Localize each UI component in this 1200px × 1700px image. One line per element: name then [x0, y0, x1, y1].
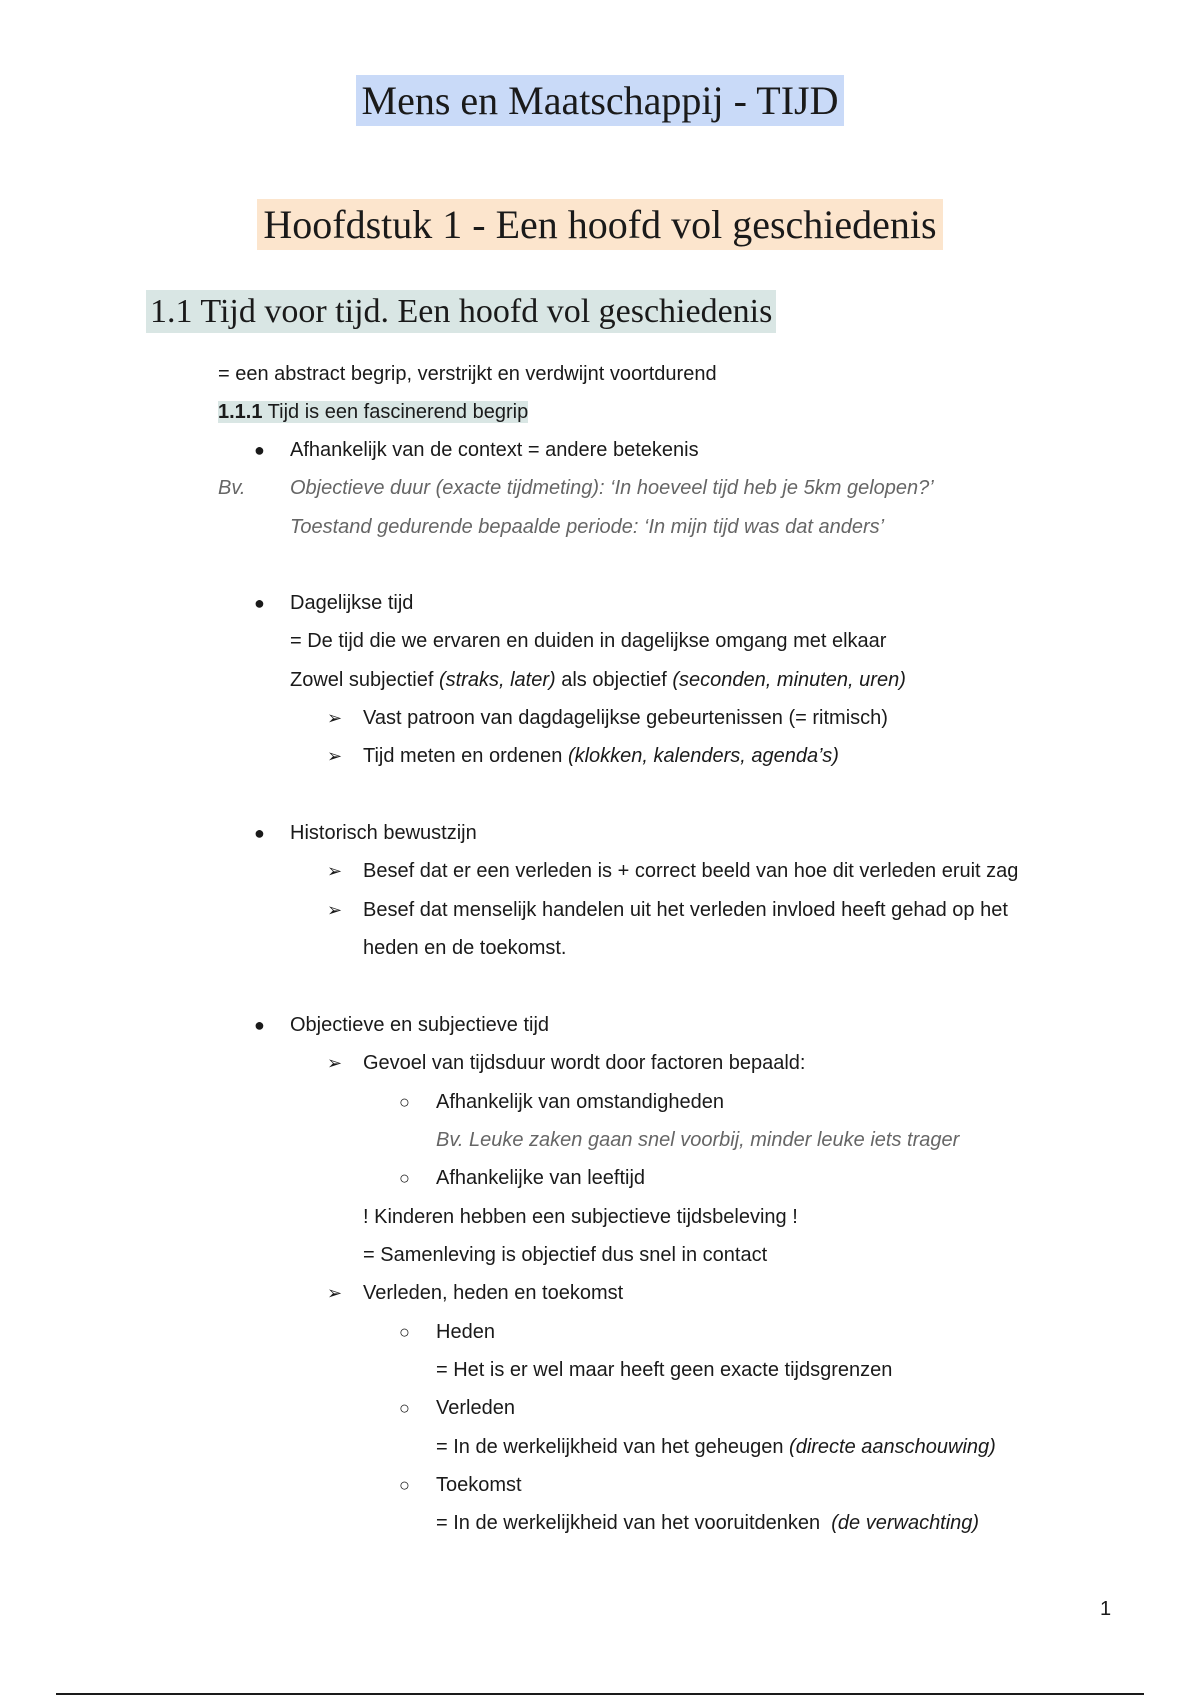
bullet-icon: ● [254, 593, 265, 613]
circle-item-future: Toekomst [436, 1474, 522, 1496]
section-heading: 1.1 Tijd voor tijd. Een hoofd vol geschiedenis [146, 287, 776, 337]
bullet-icon: ● [254, 1015, 265, 1035]
page-number: 1 [1100, 1598, 1112, 1620]
definition-line: = een abstract begrip, verstrijkt en verdwijnt voortdurend [218, 363, 717, 385]
daily-time-definition: = De tijd die we ervaren en duiden in dagelijkse omgang met elkaar [290, 630, 887, 652]
arrow-icon: ➢ [327, 746, 343, 766]
circle-icon: ○ [399, 1398, 410, 1418]
footer-divider [56, 1693, 1144, 1695]
bullet-icon: ● [254, 440, 265, 460]
arrow-icon: ➢ [327, 861, 343, 881]
note-children: ! Kinderen hebben een subjectieve tijdsbeleving ! [363, 1206, 798, 1228]
circle-item-age: Afhankelijke van leeftijd [436, 1167, 646, 1189]
circle-icon: ○ [399, 1322, 410, 1342]
example-state: Toestand gedurende bepaalde periode: ‘In mijn tijd was dat anders’ [290, 516, 885, 538]
document-title: Mens en Maatschappij - TIJD [0, 72, 1200, 130]
future-definition: = In de werkelijkheid van het vooruitdenken (de verwachting) [436, 1512, 980, 1534]
arrow-icon: ➢ [327, 1283, 343, 1303]
circle-item-circumstances: Afhankelijk van omstandigheden [436, 1091, 724, 1113]
circumstances-example: Bv. Leuke zaken gaan snel voorbij, minder leuke iets trager [436, 1129, 960, 1151]
arrow-icon: ➢ [327, 900, 343, 920]
arrow-icon: ➢ [327, 708, 343, 728]
arrow-item-tenses: Verleden, heden en toekomst [363, 1282, 624, 1304]
bullet-daily-time: Dagelijkse tijd [290, 592, 414, 614]
bullet-context: Afhankelijk van de context = andere betekenis [290, 439, 699, 461]
circle-icon: ○ [399, 1092, 410, 1112]
arrow-icon: ➢ [327, 1053, 343, 1073]
example-objective: Objectieve duur (exacte tijdmeting): ‘In hoeveel tijd heb je 5km gelopen?’ [290, 477, 934, 499]
circle-icon: ○ [399, 1168, 410, 1188]
note-society: = Samenleving is objectief dus snel in contact [363, 1244, 768, 1266]
present-definition: = Het is er wel maar heeft geen exacte tijdsgrenzen [436, 1359, 893, 1381]
circle-item-past: Verleden [436, 1397, 515, 1419]
circle-item-present: Heden [436, 1321, 495, 1343]
arrow-item-feeling: Gevoel van tijdsduur wordt door factoren bepaald: [363, 1052, 806, 1074]
arrow-item-pattern: Vast patroon van dagdagelijkse gebeurtenissen (= ritmisch) [363, 707, 888, 729]
arrow-item-measure: Tijd meten en ordenen (klokken, kalenders, agenda’s) [363, 745, 839, 767]
bullet-icon: ● [254, 823, 265, 843]
arrow-item-past: Besef dat er een verleden is + correct beeld van hoe dit verleden eruit zag [363, 860, 1019, 882]
bullet-objective-subjective: Objectieve en subjectieve tijd [290, 1014, 550, 1036]
arrow-item-influence-cont: heden en de toekomst. [363, 937, 567, 959]
past-definition: = In de werkelijkheid van het geheugen (directe aanschouwing) [436, 1436, 996, 1458]
bullet-historical: Historisch bewustzijn [290, 822, 477, 844]
chapter-heading: Hoofdstuk 1 - Een hoofd vol geschiedenis [0, 196, 1200, 254]
arrow-item-influence: Besef dat menselijk handelen uit het verleden invloed heeft gehad op het [363, 899, 1008, 921]
subsection-heading: 1.1.1 Tijd is een fascinerend begrip [218, 401, 529, 423]
circle-icon: ○ [399, 1475, 410, 1495]
daily-time-zowel: Zowel subjectief (straks, later) als objectief (seconden, minuten, uren) [290, 669, 906, 691]
example-label: Bv. [218, 477, 246, 499]
